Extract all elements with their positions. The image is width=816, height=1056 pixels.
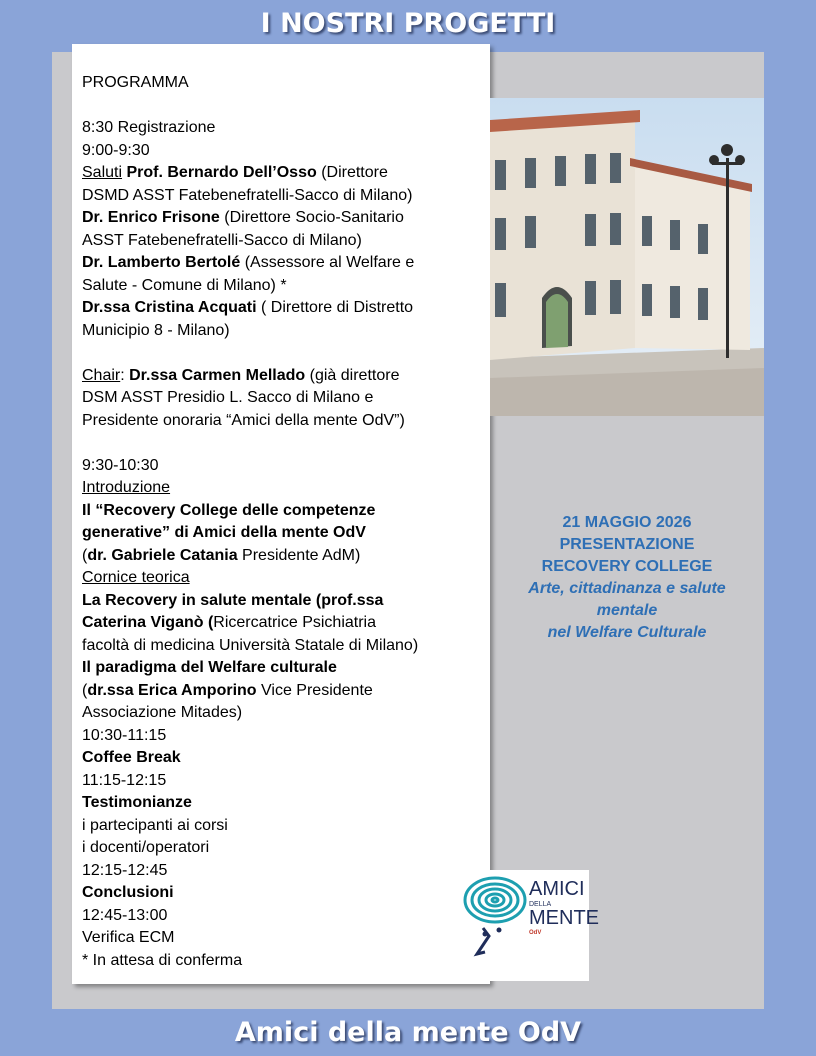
logo-word-mente: MENTE xyxy=(529,907,599,929)
program-line xyxy=(82,387,487,410)
program-text-segment: Caterina Viganò ( xyxy=(82,614,214,631)
page-footer-title: Amici della mente OdV xyxy=(234,1017,582,1048)
program-text-segment: Presidente onoraria “Amici della mente OdV”) xyxy=(82,411,405,429)
program-text-segment: DSM ASST Presidio L. Sacco di Milano e xyxy=(82,389,374,406)
program-line xyxy=(82,927,487,950)
program-text-segment: * In attesa di conferma xyxy=(82,951,243,969)
program-line xyxy=(82,140,487,163)
program-line xyxy=(82,657,487,680)
program-line xyxy=(82,725,487,748)
page-header-title: I NOSTRI PROGETTI xyxy=(260,8,556,39)
program-line xyxy=(82,275,487,298)
program-text-segment: Dr. Lamberto Bertolé xyxy=(82,254,241,271)
event-date: 21 MAGGIO 2026 xyxy=(562,514,692,531)
program-text-segment: : xyxy=(120,366,130,384)
program-line xyxy=(82,770,487,793)
program-line xyxy=(82,905,487,928)
program-text-segment: i partecipanti ai corsi xyxy=(82,816,228,834)
event-subtitle-line-2: mentale xyxy=(596,602,658,619)
program-line xyxy=(82,680,487,703)
program-text-segment: ( xyxy=(82,546,88,564)
program-line xyxy=(82,545,487,568)
program-text-segment: (Direttore xyxy=(316,164,388,181)
program-line xyxy=(82,72,487,95)
program-text-segment: La Recovery in salute mentale (prof.ssa xyxy=(82,591,384,609)
program-line xyxy=(82,747,487,770)
program-line xyxy=(82,320,487,343)
event-subtitle-line-3: nel Welfare Culturale xyxy=(547,624,707,641)
program-text-segment: ASST Fatebenefratelli-Sacco di Milano) xyxy=(82,231,362,249)
program-line xyxy=(82,365,487,388)
program-text-segment: Il “Recovery College delle competenze xyxy=(82,501,376,519)
program-text-segment: ( Direttore di Distretto xyxy=(256,299,414,316)
program-line xyxy=(82,185,487,208)
logo-word-amici: AMICI xyxy=(529,878,585,900)
event-info xyxy=(490,512,764,644)
logo-word-odv: OdV xyxy=(529,930,542,936)
program-line xyxy=(82,860,487,883)
program-line xyxy=(82,837,487,860)
program-text-segment: Presidente AdM) xyxy=(237,546,361,564)
program-text-segment: (Direttore Socio-Sanitario xyxy=(219,209,404,226)
program-line xyxy=(82,950,487,973)
program-text-segment: Dr.ssa Cristina Acquati xyxy=(82,299,257,316)
program-text-segment: DSMD ASST Fatebenefratelli-Sacco di Milano) xyxy=(82,186,413,204)
program-text-segment: Associazione Mitades) xyxy=(82,704,243,721)
program-line xyxy=(82,162,487,185)
amici-della-mente-logo xyxy=(459,870,599,981)
program-line xyxy=(82,815,487,838)
program-line xyxy=(82,612,487,635)
program-text-segment: i docenti/operatori xyxy=(82,839,210,856)
program-text-segment: 9:00-9:30 xyxy=(82,141,150,159)
program-text-segment: Chair xyxy=(82,366,121,384)
program-line xyxy=(82,590,487,613)
event-name: RECOVERY COLLEGE xyxy=(541,558,713,575)
program-text-segment: 12:45-13:00 xyxy=(82,906,168,924)
program-text-segment: Salute - Comune di Milano) * xyxy=(82,276,287,294)
program-text-segment: dr. Gabriele Catania xyxy=(87,546,238,564)
event-subtitle-line-1: Arte, cittadinanza e salute xyxy=(528,580,726,597)
program-text-segment: (Assessore al Welfare e xyxy=(240,254,415,271)
program-text-segment: generative” di Amici della mente OdV xyxy=(82,524,366,541)
event-heading: PRESENTAZIONE xyxy=(559,536,695,553)
logo-word-della: DELLA xyxy=(529,901,552,908)
program-line xyxy=(82,792,487,815)
program-text-segment: Cornice teorica xyxy=(82,569,190,586)
program-text-segment: Saluti xyxy=(82,164,123,181)
program-text-segment: Verifica ECM xyxy=(82,929,175,946)
program-line xyxy=(82,207,487,230)
program-line xyxy=(82,230,487,253)
program-text-segment: 10:30-11:15 xyxy=(82,726,167,744)
program-text-segment: (già direttore xyxy=(305,366,400,384)
program-card xyxy=(72,44,490,984)
building-photo xyxy=(490,98,764,416)
program-text xyxy=(82,72,487,972)
program-line xyxy=(82,117,487,140)
program-text-segment: dr.ssa Erica Amporino xyxy=(87,681,257,699)
program-text-segment: ( xyxy=(82,681,88,699)
program-text-segment: facoltà di medicina Università Statale di Milano) xyxy=(82,636,419,654)
program-line xyxy=(82,882,487,905)
program-text-segment: 8:30 Registrazione xyxy=(82,119,216,136)
program-text-segment: Ricercatrice Psichiatria xyxy=(213,614,377,631)
program-text-segment: 12:15-12:45 xyxy=(82,861,168,879)
program-line xyxy=(82,455,487,478)
program-line xyxy=(82,95,487,118)
program-text-segment: Introduzione xyxy=(82,479,171,496)
program-text-segment: Dr. Enrico Frisone xyxy=(82,209,220,226)
program-line xyxy=(82,297,487,320)
program-text-segment: 9:30-10:30 xyxy=(82,456,159,474)
program-text-segment: Dr.ssa Carmen Mellado xyxy=(129,366,306,384)
program-line xyxy=(82,410,487,433)
program-line xyxy=(82,702,487,725)
program-line xyxy=(82,252,487,275)
program-line xyxy=(82,500,487,523)
program-text-segment: 11:15-12:15 xyxy=(82,771,167,789)
program-text-segment: Prof. Bernardo Dell’Osso xyxy=(126,164,317,181)
program-text-segment: Testimonianze xyxy=(82,794,192,811)
program-text-segment: Il paradigma del Welfare culturale xyxy=(82,659,337,676)
program-line xyxy=(82,635,487,658)
program-text-segment: Vice Presidente xyxy=(256,681,373,699)
program-line xyxy=(82,477,487,500)
program-line xyxy=(82,432,487,455)
program-text-segment: Coffee Break xyxy=(82,749,181,766)
program-text-segment: Conclusioni xyxy=(82,884,174,901)
program-line xyxy=(82,522,487,545)
program-text-segment: PROGRAMMA xyxy=(82,74,189,91)
program-text-segment: Municipio 8 - Milano) xyxy=(82,321,230,339)
program-line xyxy=(82,342,487,365)
program-line xyxy=(82,567,487,590)
